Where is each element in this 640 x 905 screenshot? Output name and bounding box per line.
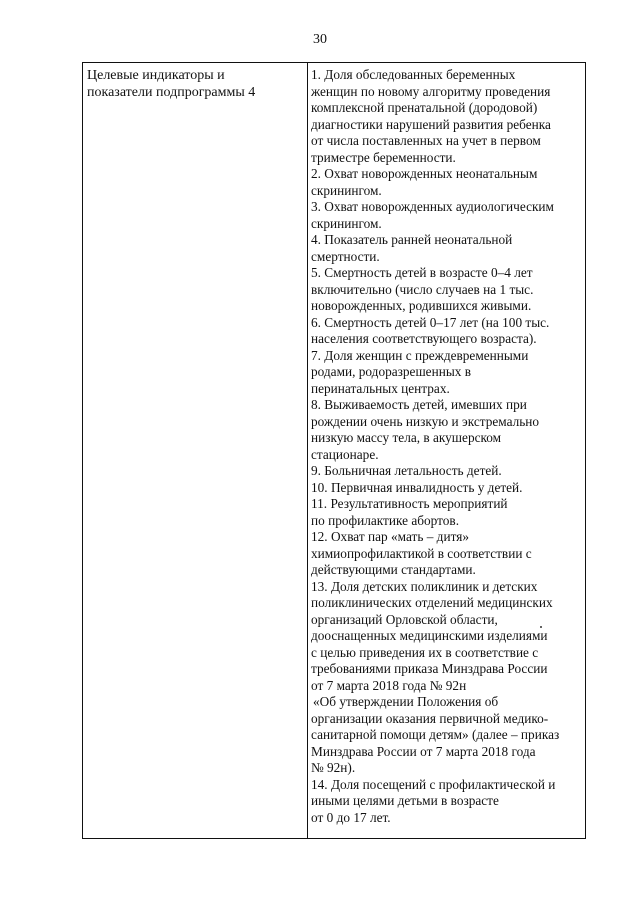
indicator-line: 10. Первичная инвалидность у детей. — [311, 479, 523, 495]
indicator-line: 6. Смертность детей 0–17 лет (на 100 тыс. — [311, 314, 550, 330]
indicator-line: диагностики нарушений развития ребенка — [311, 116, 551, 132]
indicator-line: от 7 марта 2018 года № 92н — [311, 677, 467, 693]
indicator-line: 9. Больничная летальность детей. — [311, 463, 502, 478]
indicator-line: 1. Доля обследованных беременных — [311, 67, 516, 82]
indicator-line: триместре беременности. — [311, 149, 456, 165]
indicator-line: стационаре. — [311, 446, 379, 462]
indicators-table — [82, 62, 586, 839]
indicator-line: родами, родоразрешенных в — [311, 364, 471, 379]
indicator-line: 4. Показатель ранней неонатальной — [311, 232, 513, 247]
label-line: Целевые индикаторы и — [87, 68, 225, 83]
indicator-line: 3. Охват новорожденных аудиологическим — [311, 199, 554, 214]
indicator-line: 2. Охват новорожденных неонатальным — [311, 166, 538, 181]
indicator-line: от 0 до 17 лет. — [311, 809, 391, 825]
indicator-line: низкую массу тела, в акушерском — [311, 430, 502, 445]
indicators-label-cell — [87, 67, 303, 101]
indicator-line: перинатальных центрах. — [311, 380, 450, 396]
indicator-line: 11. Результативность мероприятий — [311, 496, 508, 511]
indicator-line: комплексной пренатальной (дородовой) — [311, 100, 538, 115]
indicator-line: «Об утверждении Положения об — [313, 694, 499, 709]
indicator-line: включительно (число случаев на 1 тыс. — [311, 281, 534, 297]
indicator-line: от числа поставленных на учет в первом — [311, 133, 541, 148]
indicator-line: 8. Выживаемость детей, имевших при — [311, 397, 527, 412]
indicators-list-cell — [311, 67, 583, 826]
indicator-line: по профилактике абортов. — [311, 512, 460, 528]
indicator-line: химиопрофилактикой в соответствии с — [311, 545, 532, 561]
indicator-line: дооснащенных медицинскими изделиями — [311, 628, 548, 643]
indicator-line: организации оказания первичной медико- — [311, 710, 549, 726]
page-number: 30 — [313, 32, 327, 47]
indicator-line: 12. Охват пар «мать – дитя» — [311, 529, 469, 544]
indicator-line: новорожденных, родившихся живыми. — [311, 298, 532, 313]
indicator-line: 13. Доля детских поликлиник и детских — [311, 578, 538, 594]
indicator-line: скринингом. — [311, 215, 382, 231]
indicator-line: санитарной помощи детям» (далее – приказ — [311, 727, 560, 742]
indicator-line: смертности. — [311, 248, 380, 264]
column-divider — [307, 63, 308, 838]
indicator-line: с целью приведения их в соответствие с — [311, 644, 539, 660]
indicator-line: населения соответствующего возраста). — [311, 331, 537, 346]
scan-speck — [540, 626, 542, 628]
indicator-line: организаций Орловской области, — [311, 611, 498, 627]
indicator-line: скринингом. — [311, 182, 382, 198]
indicator-line: поликлинических отделений медицинских — [311, 595, 553, 610]
label-line: показатели подпрограммы 4 — [87, 85, 256, 100]
indicator-line: действующими стандартами. — [311, 562, 476, 577]
indicator-line: женщин по новому алгоритму проведения — [311, 83, 551, 99]
indicator-line: 7. Доля женщин с преждевременными — [311, 347, 529, 363]
indicator-line: 14. Доля посещений с профилактической и — [311, 776, 556, 792]
indicator-line: 5. Смертность детей в возрасте 0–4 лет — [311, 265, 533, 280]
indicator-line: Минздрава России от 7 марта 2018 года — [311, 743, 536, 759]
indicator-line: требованиями приказа Минздрава России — [311, 661, 548, 676]
indicator-line: № 92н). — [311, 760, 356, 775]
indicator-line: рождении очень низкую и экстремально — [311, 413, 540, 429]
indicator-line: иными целями детьми в возрасте — [311, 793, 499, 808]
